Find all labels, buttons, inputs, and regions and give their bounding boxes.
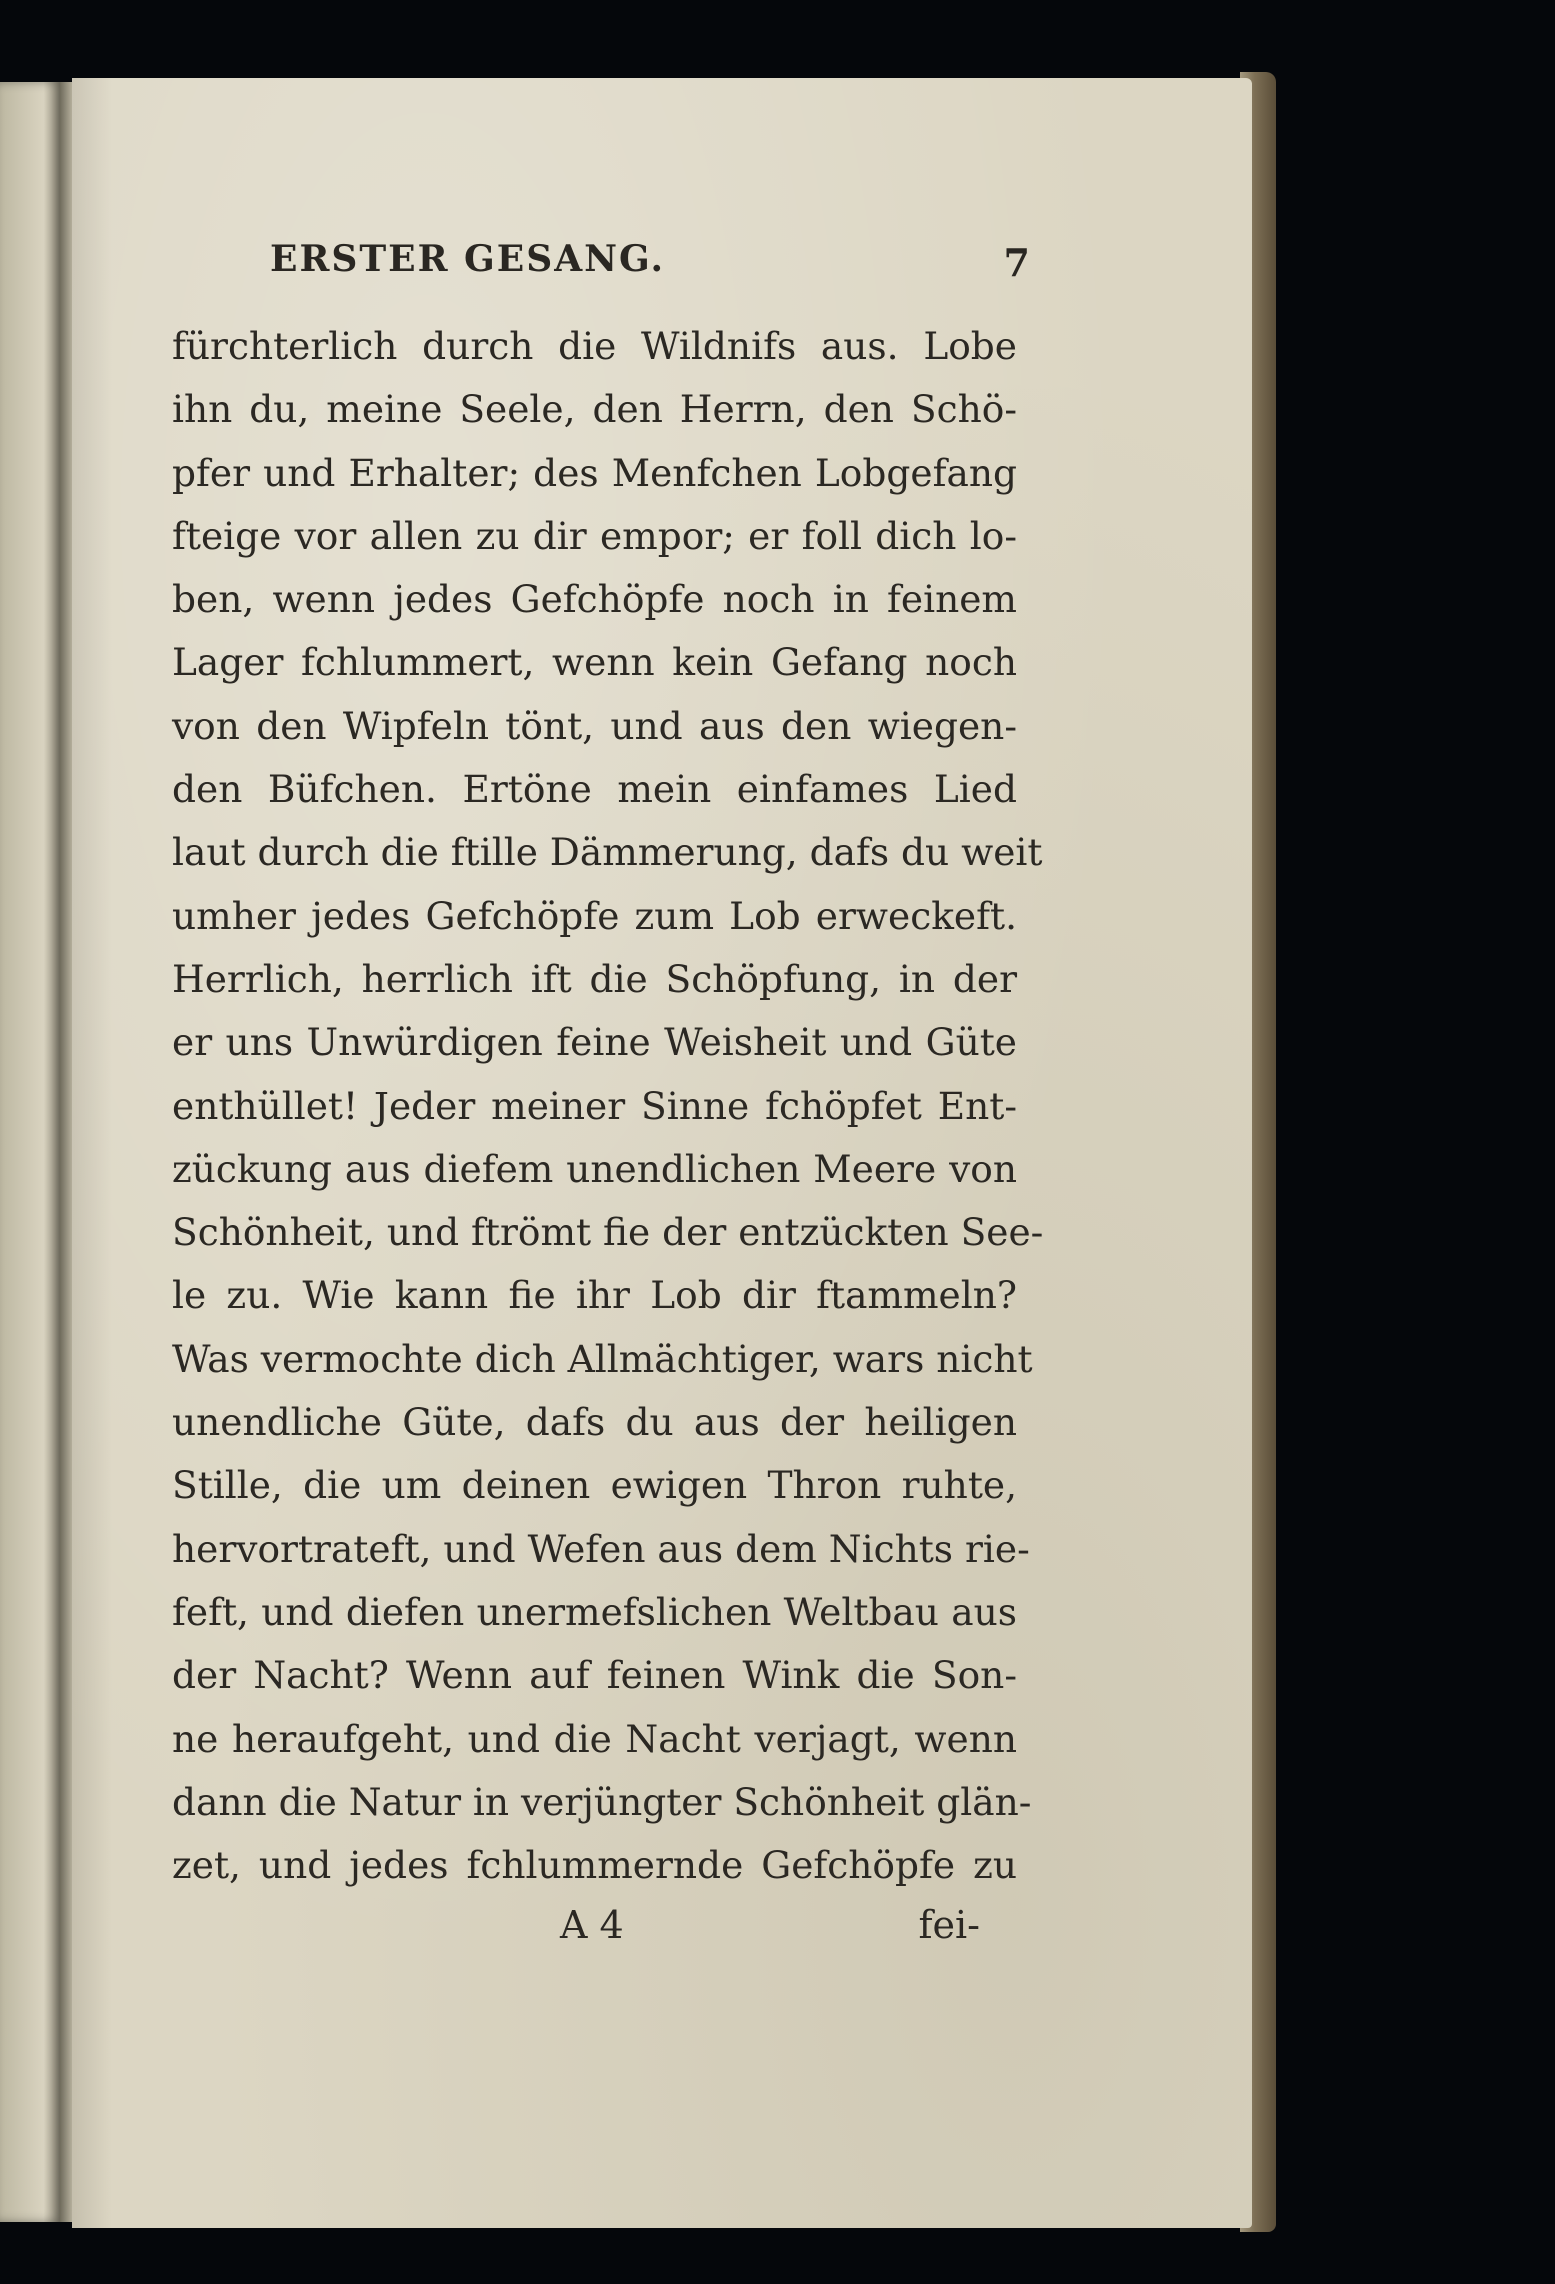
text-line: dann die Natur in verjüngter Schönheit glän- [172, 1779, 1032, 1824]
text-line: Lager fchlummert, wenn kein Gefang noch [172, 640, 1017, 685]
running-head: ERSTER GESANG. [270, 238, 666, 280]
text-line: Schönheit, und ftrömt fie der entzückten See- [172, 1210, 1044, 1255]
text-line: Herrlich, herrlich ift die Schöpfung, in der [172, 956, 1017, 1001]
catchword: fei- [918, 1903, 980, 1947]
text-line: den Büfchen. Ertöne mein einfames Lied [172, 767, 1017, 812]
signature-mark: A 4 [560, 1903, 624, 1947]
text-line: le zu. Wie kann fie ihr Lob dir ftammeln? [172, 1273, 1017, 1318]
text-line: ben, wenn jedes Gefchöpfe noch in feinem [172, 577, 1017, 622]
page-number: 7 [1003, 240, 1030, 285]
text-line: von den Wipfeln tönt, und aus den wiegen- [172, 703, 1017, 748]
text-line: unendliche Güte, dafs du aus der heiligen [172, 1400, 1017, 1445]
text-line: er uns Unwürdigen feine Weisheit und Güte [172, 1020, 1017, 1065]
text-line: ne heraufgeht, und die Nacht verjagt, wenn [172, 1716, 1017, 1761]
text-line: der Nacht? Wenn auf feinen Wink die Son- [172, 1653, 1017, 1698]
text-line: ihn du, meine Seele, den Herrn, den Schö- [172, 387, 1017, 432]
page-footer [560, 1903, 980, 1953]
text-line: fürchterlich durch die Wildnifs aus. Lobe [172, 324, 1017, 368]
text-line: zet, und jedes fchlummernde Gefchöpfe zu [172, 1843, 1017, 1888]
text-line: enthüllet! Jeder meiner Sinne fchöpfet Ent- [172, 1083, 1017, 1128]
left-page-edge [0, 82, 62, 2222]
text-line: Was vermochte dich Allmächtiger, wars nicht [172, 1336, 1033, 1381]
page-header [270, 238, 1030, 298]
text-line: pfer und Erhalter; des Menfchen Lobgefang [172, 450, 1017, 495]
text-line: umher jedes Gefchöpfe zum Lob erweckeft. [172, 893, 1017, 938]
body-text [172, 315, 1044, 1897]
text-line: laut durch die ftille Dämmerung, dafs du weit [172, 830, 1043, 875]
text-line: Stille, die um deinen ewigen Thron ruhte, [172, 1463, 1017, 1508]
text-line: feft, und diefen unermefslichen Weltbau aus [172, 1589, 1017, 1634]
text-line: hervortrateft, und Wefen aus dem Nichts rie- [172, 1526, 1030, 1571]
text-line: fteige vor allen zu dir empor; er foll dich lo- [172, 513, 1017, 558]
text-line: zückung aus diefem unendlichen Meere von [172, 1146, 1017, 1191]
